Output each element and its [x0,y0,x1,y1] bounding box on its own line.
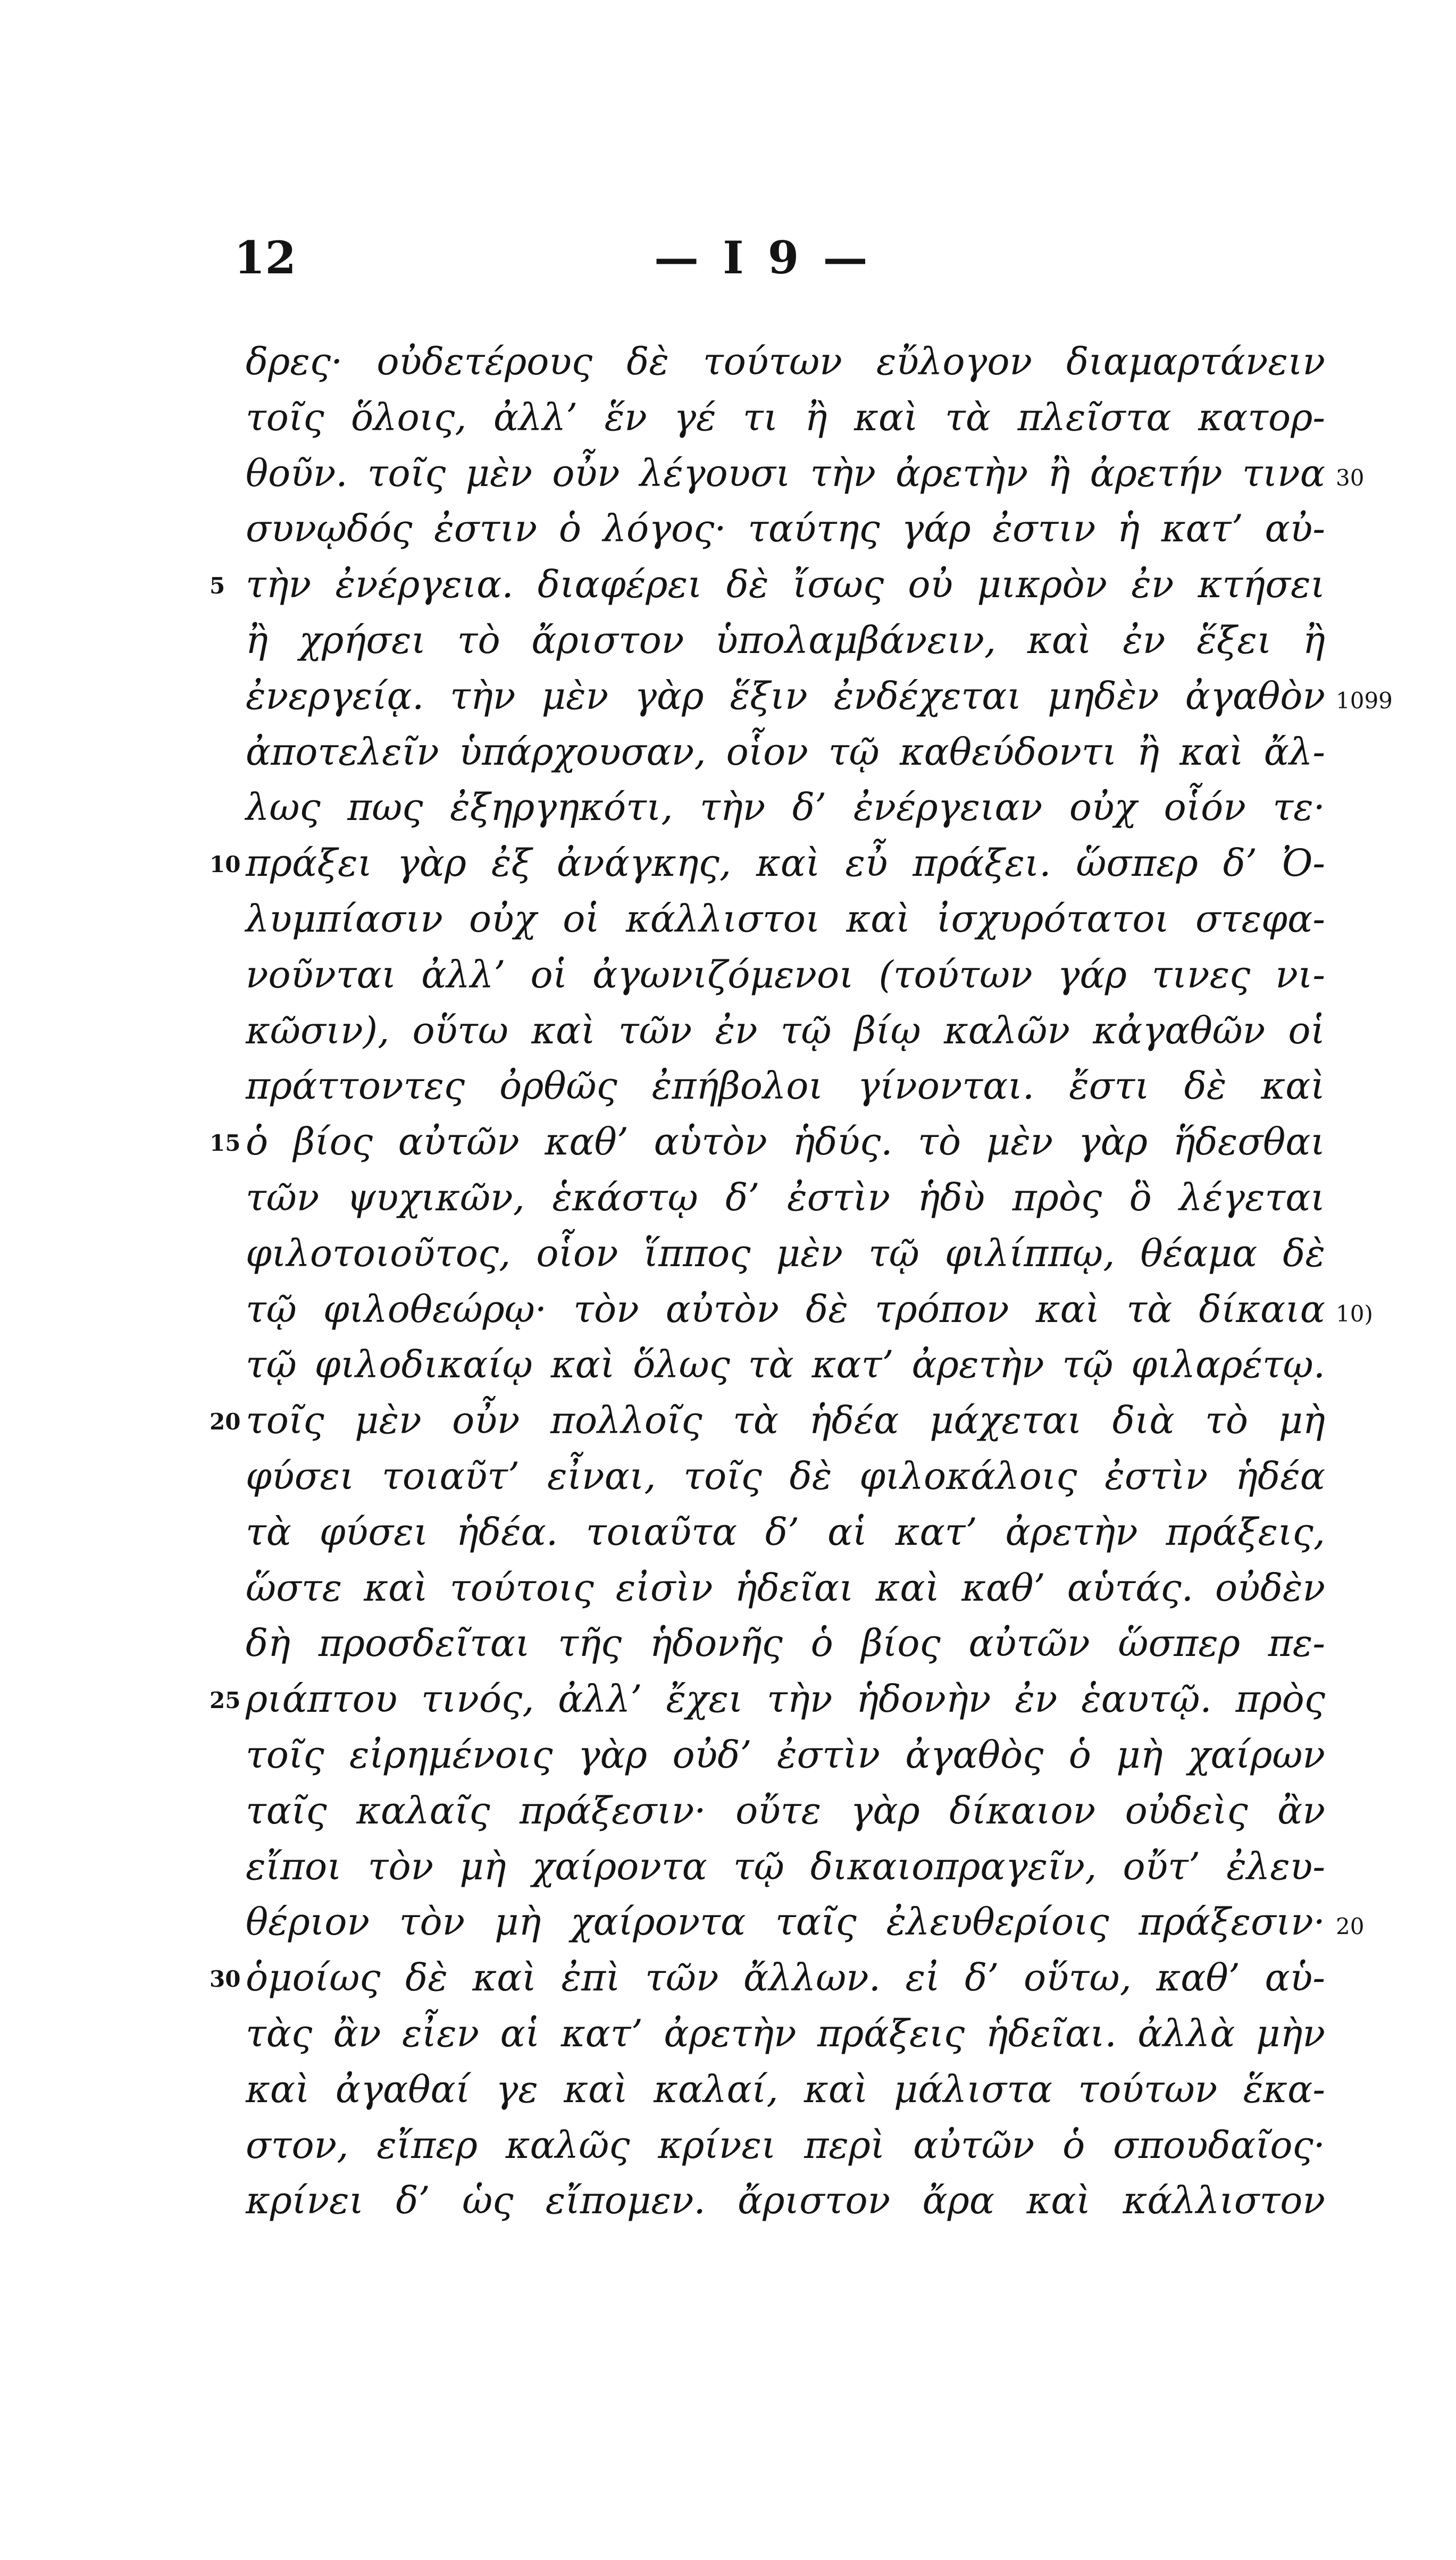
line-text: εἴποι τὸν μὴ χαίροντα τῷ δικαιοπραγεῖν, οὔτ’ ἐλευ- [246,1844,1325,1888]
page-number: 12 [234,231,296,284]
text-line [246,390,1325,446]
text-line [246,947,1325,1003]
line-text: τῶν ψυχικῶν, ἑκάστῳ δ’ ἐστὶν ἡδὺ πρὸς ὃ λέγεται [246,1175,1325,1219]
text-line [246,2173,1325,2229]
text-line [246,1337,1325,1393]
text-line [246,1616,1325,1671]
line-number-right: 30 [1336,464,1365,491]
line-text: τὰς ἂν εἶεν αἱ κατ’ ἀρετὴν πράξεις ἡδεῖαι. ἀλλὰ μὴν [246,2011,1325,2055]
text-line [246,668,1393,724]
line-text: πράξει γὰρ ἐξ ἀνάγκης, καὶ εὖ πράξει. ὥσπερ δ’ Ὀ- [246,841,1325,885]
text-line [246,1839,1325,1895]
line-text: τοῖς μὲν οὖν πολλοῖς τὰ ἡδέα μάχεται διὰ τὸ μὴ [246,1399,1325,1443]
line-number-left: 15 [210,1130,241,1157]
line-number-left: 10 [210,851,241,878]
text-line [246,501,1325,557]
text-line [246,2006,1325,2062]
line-text: ὁ βίος αὐτῶν καθ’ αὑτὸν ἡδύς. τὸ μὲν γὰρ ἥδεσθαι [246,1120,1325,1164]
line-number-left: 25 [210,1687,241,1714]
text-line [246,1894,1365,1950]
line-text: ἀποτελεῖν ὑπάρχουσαν, οἷον τῷ καθεύδοντι ἢ καὶ ἄλ- [246,730,1325,774]
text-line [246,1170,1325,1226]
text-line [246,724,1325,780]
text-line [246,613,1325,668]
text-line [246,1226,1325,1282]
line-text: ὁμοίως δὲ καὶ ἐπὶ τῶν ἄλλων. εἰ δ’ οὕτω, καθ’ αὑ- [246,1956,1325,2000]
line-number-left: 20 [210,1409,241,1435]
line-text: ἐνεργείᾳ. τὴν μὲν γὰρ ἕξιν ἐνδέχεται μηδὲν ἀγαθὸν [246,674,1325,718]
section-number: — I 9 — [654,231,872,284]
line-text: στον, εἴπερ καλῶς κρίνει περὶ αὐτῶν ὁ σπουδαῖος· [246,2123,1325,2167]
line-number-left: 5 [210,573,225,599]
text-line [246,1783,1325,1839]
text-line [246,334,1325,390]
line-text: θοῦν. τοῖς μὲν οὖν λέγουσι τὴν ἀρετὴν ἢ ἀρετήν τινα [246,451,1325,495]
text-line [210,557,1325,613]
text-line [246,1058,1325,1114]
line-text: δὴ προσδεῖται τῆς ἡδονῆς ὁ βίος αὐτῶν ὥσπερ πε- [246,1621,1325,1666]
line-text: κρίνει δ’ ὡς εἴπομεν. ἄριστον ἄρα καὶ κάλλιστον [246,2179,1325,2223]
text-line [246,1560,1325,1616]
text-line [246,1449,1325,1504]
line-number-right: 10) [1336,1300,1373,1327]
line-text: πράττοντες ὀρθῶς ἐπήβολοι γίνονται. ἔστι δὲ καὶ [246,1064,1325,1108]
text-line [210,1671,1325,1727]
line-text: τοῖς ὅλοις, ἀλλ’ ἕν γέ τι ἢ καὶ τὰ πλεῖστα κατορ- [246,395,1325,439]
line-number-right: 1099 [1336,687,1393,714]
line-text: λως πως ἐξηργηκότι, τὴν δ’ ἐνέργειαν οὐχ οἷόν τε· [246,785,1325,830]
text-line [246,446,1365,501]
line-text: λυμπίασιν οὐχ οἱ κάλλιστοι καὶ ἰσχυρότατοι στεφα- [246,897,1325,941]
line-text: τοῖς εἰρημένοις γὰρ οὐδ’ ἐστὶν ἀγαθὸς ὁ μὴ χαίρων [246,1733,1325,1777]
line-number-left: 30 [210,1966,241,1993]
line-text: τῷ φιλοθεώρῳ· τὸν αὐτὸν δὲ τρόπον καὶ τὰ δίκαια [246,1287,1325,1331]
line-number-right: 20 [1336,1913,1365,1940]
line-text: ταῖς καλαῖς πράξεσιν· οὔτε γὰρ δίκαιον οὐδεὶς ἂν [246,1788,1325,1833]
line-text: τῷ φιλοδικαίῳ καὶ ὅλως τὰ κατ’ ἀρετὴν τῷ φιλαρέτῳ. [246,1343,1325,1387]
line-text: ἢ χρήσει τὸ ἄριστον ὑπολαμβάνειν, καὶ ἐν ἕξει ἢ [246,618,1325,662]
line-text: θέριον τὸν μὴ χαίροντα ταῖς ἐλευθερίοις πράξεσιν· [246,1900,1325,1944]
greek-text-body [210,334,1393,2229]
text-line [246,1504,1325,1560]
text-line [246,780,1325,835]
line-text: κῶσιν), οὕτω καὶ τῶν ἐν τῷ βίῳ καλῶν κἀγαθῶν οἱ [246,1008,1325,1052]
line-text: νοῦνται ἀλλ’ οἱ ἀγωνιζόμενοι (τούτων γάρ τινες νι- [246,952,1325,997]
text-line [246,2118,1325,2173]
line-text: τὴν ἐνέργεια. διαφέρει δὲ ἴσως οὐ μικρὸν ἐν κτήσει [246,563,1325,607]
text-line [246,1003,1325,1059]
line-text: ριάπτου τινός, ἀλλ’ ἔχει τὴν ἡδονὴν ἐν ἑαυτῷ. πρὸς [246,1677,1325,1721]
text-line [210,1114,1325,1170]
line-text: τὰ φύσει ἡδέα. τοιαῦτα δ’ αἱ κατ’ ἀρετὴν πράξεις, [246,1510,1325,1554]
line-text: ὥστε καὶ τούτοις εἰσὶν ἡδεῖαι καὶ καθ’ αὑτάς. οὐδὲν [246,1566,1325,1610]
line-text: συνῳδός ἐστιν ὁ λόγος· ταύτης γάρ ἐστιν ἡ κατ’ αὐ- [246,507,1325,551]
text-line [210,1950,1325,2006]
text-line [246,1282,1373,1337]
page-header [0,229,1456,287]
line-text: δρες· οὐδετέρους δὲ τούτων εὔλογον διαμαρτάνειν [246,340,1325,383]
line-text: φιλοτοιοῦτος, οἷον ἵππος μὲν τῷ φιλίππῳ, θέαμα δὲ [246,1231,1325,1275]
text-line [210,835,1325,891]
line-text: φύσει τοιαῦτ’ εἶναι, τοῖς δὲ φιλοκάλοις ἐστὶν ἡδέα [246,1454,1325,1498]
text-line [246,891,1325,947]
line-text: καὶ ἀγαθαί γε καὶ καλαί, καὶ μάλιστα τούτων ἕκα- [246,2067,1325,2111]
text-line [246,1727,1325,1783]
text-line [246,2062,1325,2118]
text-line [210,1393,1325,1449]
